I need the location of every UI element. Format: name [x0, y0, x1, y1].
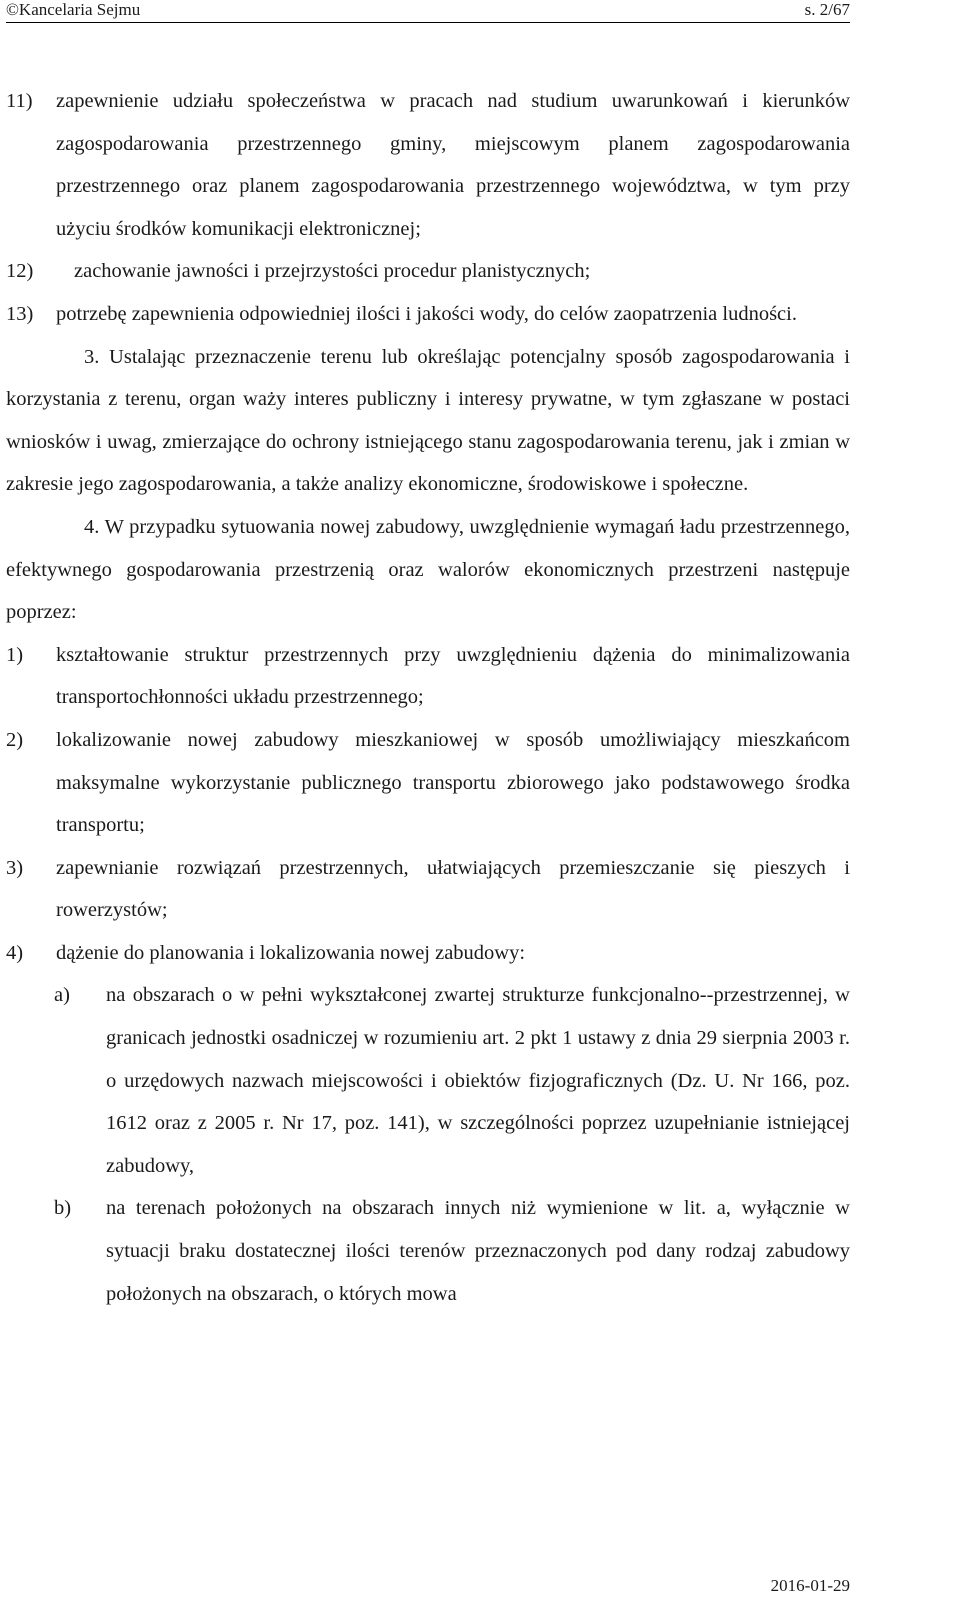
header-page-number: s. 2/67 — [804, 0, 850, 19]
sub-item-text: na terenach położonych na obszarach innych niż wymienione w lit. a, wyłącznie w sytuacji braku dostatecznej ilości terenów przeznaczonych pod dany rodzaj zabudowy położonych na obszarach, o których mowa — [106, 1197, 850, 1305]
paragraph-3: 3. Ustalając przeznaczenie terenu lub określając potencjalny sposób zagospodarowania i korzystania z terenu, organ waży interes publiczny i interesy prywatne, w tym zgłaszane w postaci wniosków i uwag, zmierzające do ochrony istniejącego stanu zagospodarowania terenu, jak i zmian w zakresie jego zagospodarowania, a także analizy ekonomiczne, środowiskowe i społeczne. — [6, 345, 850, 496]
page-footer-date: 2016-01-29 — [770, 1576, 850, 1595]
list-item — [6, 932, 850, 975]
item-text: kształtowanie struktur przestrzennych przy uwzględnieniu dążenia do minimalizowania transportochłonności układu przestrzennego; — [56, 643, 850, 709]
item-text: potrzebę zapewnienia odpowiedniej ilości i jakości wody, do celów zaopatrzenia ludności. — [56, 302, 797, 325]
item-number: 11) — [6, 90, 33, 112]
document-body — [6, 80, 850, 1315]
list-item — [6, 80, 850, 250]
item-number: 4) — [6, 941, 24, 964]
item-number: 2) — [6, 728, 24, 751]
item-number: 12) — [6, 260, 34, 283]
sub-list-item — [6, 1187, 850, 1315]
list-item — [6, 293, 850, 336]
sub-item-letter: a) — [54, 984, 70, 1007]
list-item — [6, 250, 850, 293]
item-text: lokalizowanie nowej zabudowy mieszkaniowej w sposób umożliwiający mieszkańcom maksymalne wykorzystanie publicznego transportu zbiorowego jako podstawowego środka transportu; — [56, 728, 850, 837]
sub-item-text: na obszarach o w pełni wykształconej zwartej strukturze funkcjonalno--przestrzennej, w granicach jednostki osadniczej w rozumieniu art. 2 pkt 1 ustawy z dnia 29 sierpnia 2003 r. o urzędowych nazwach miejscowości i obiektów fizjograficznych (Dz. U. Nr 166, poz. 1612 oraz z 2005 r. Nr 17, poz. 141), w szczególności poprzez uzupełnianie istniejącej zabudowy, — [106, 984, 850, 1177]
item-text: zapewnienie udziału społeczeństwa w pracach nad studium uwarunkowań i kierunków zagospodarowania przestrzennego gminy, miejscowym planem zagospodarowania przestrzennego oraz planem zagospodarowania przestrzennego województwa, w tym przy użyciu środków komunikacji elektronicznej; — [56, 90, 850, 240]
paragraph-4: 4. W przypadku sytuowania nowej zabudowy, uwzględnienie wymagań ładu przestrzennego, efektywnego gospodarowania przestrzenią oraz walorów ekonomicznych przestrzeni następuje poprzez: — [6, 515, 850, 624]
item-number: 13) — [6, 302, 34, 325]
header-copyright: ©Kancelaria Sejmu — [6, 0, 141, 19]
sub-item-letter: b) — [54, 1197, 72, 1220]
list-item — [6, 719, 850, 847]
item-text: dążenie do planowania i lokalizowania nowej zabudowy: — [56, 941, 526, 964]
item-number: 3) — [6, 856, 24, 879]
item-text: zapewnianie rozwiązań przestrzennych, ułatwiających przemieszczanie się pieszych i rowerzystów; — [56, 856, 850, 922]
page-header — [6, 0, 850, 23]
list-item — [6, 847, 850, 932]
item-text: zachowanie jawności i przejrzystości procedur planistycznych; — [74, 260, 591, 283]
list-item — [6, 634, 850, 719]
sub-list-item — [6, 974, 850, 1187]
item-number: 1) — [6, 643, 24, 666]
